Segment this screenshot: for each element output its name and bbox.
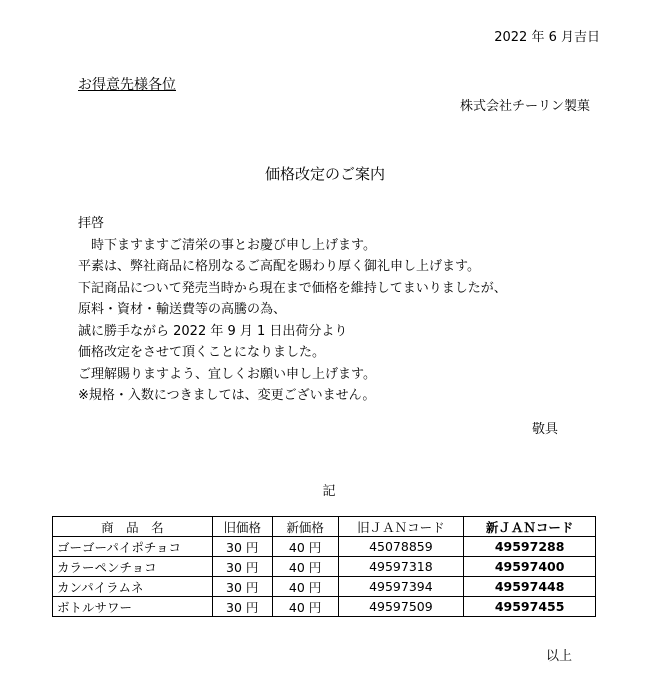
greeting: 拝啓 (78, 216, 105, 231)
new-jan: 49597288 (464, 537, 596, 557)
document-date: 2022 年 6 月吉日 (494, 30, 600, 45)
body-line: 下記商品について発売当時から現在まで価格を維持してまいりましたが、 (78, 280, 507, 296)
old-jan: 49597509 (338, 597, 464, 617)
product-name: カンパイラムネ (53, 577, 213, 597)
header-new-jan: 新ＪＡＮコード (464, 517, 596, 537)
product-name: ボトルサワー (53, 597, 213, 617)
ki-marker: 記 (322, 484, 336, 499)
old-price: 30 円 (212, 597, 272, 617)
body-line: ※規格・入数につきましては、変更ございません。 (78, 388, 376, 403)
table-row (53, 557, 596, 577)
new-price: 40 円 (272, 537, 338, 557)
document-title: 価格改定のご案内 (264, 165, 385, 183)
table-row (53, 597, 596, 617)
company-name: 株式会社チーリン製菓 (459, 99, 590, 114)
new-jan: 49597400 (464, 557, 596, 577)
old-jan: 49597318 (338, 557, 464, 577)
product-name: ゴーゴーパイポチョコ (53, 537, 213, 557)
header-product-name: 商 品 名 (53, 517, 213, 537)
new-price: 40 円 (272, 577, 338, 597)
old-price: 30 円 (212, 577, 272, 597)
body-line: 価格改定をさせて頂くことになりました。 (78, 345, 326, 360)
body-line: 時下ますますご清栄の事とお慶び申し上げます。 (91, 237, 376, 253)
closing-ijo: 以上 (545, 649, 572, 664)
product-table (52, 516, 596, 617)
table-row (53, 537, 596, 557)
old-jan: 45078859 (338, 537, 464, 557)
new-jan: 49597448 (464, 577, 596, 597)
product-name: カラーペンチョコ (53, 557, 213, 577)
body-line: 原料・資材・輸送費等の高騰の為、 (78, 302, 287, 317)
new-price: 40 円 (272, 557, 338, 577)
new-price: 40 円 (272, 597, 338, 617)
closing-keigu: 敬具 (531, 422, 558, 437)
letter-body (78, 213, 507, 407)
old-price: 30 円 (212, 557, 272, 577)
table-header-row (53, 517, 596, 537)
header-old-price: 旧価格 (212, 517, 272, 537)
header-old-jan: 旧ＪＡＮコード (338, 517, 464, 537)
recipient: お得意先様各位 (78, 77, 176, 93)
body-line: 平素は、弊社商品に格別なるご高配を賜わり厚く御礼申し上げます。 (78, 259, 480, 274)
body-line: 誠に勝手ながら 2022 年 9 月 1 日出荷分より (78, 323, 348, 339)
header-new-price: 新価格 (272, 517, 338, 537)
old-price: 30 円 (212, 537, 272, 557)
body-line: ご理解賜りますよう、宜しくお願い申し上げます。 (78, 366, 376, 382)
table-row (53, 577, 596, 597)
old-jan: 49597394 (338, 577, 464, 597)
new-jan: 49597455 (464, 597, 596, 617)
